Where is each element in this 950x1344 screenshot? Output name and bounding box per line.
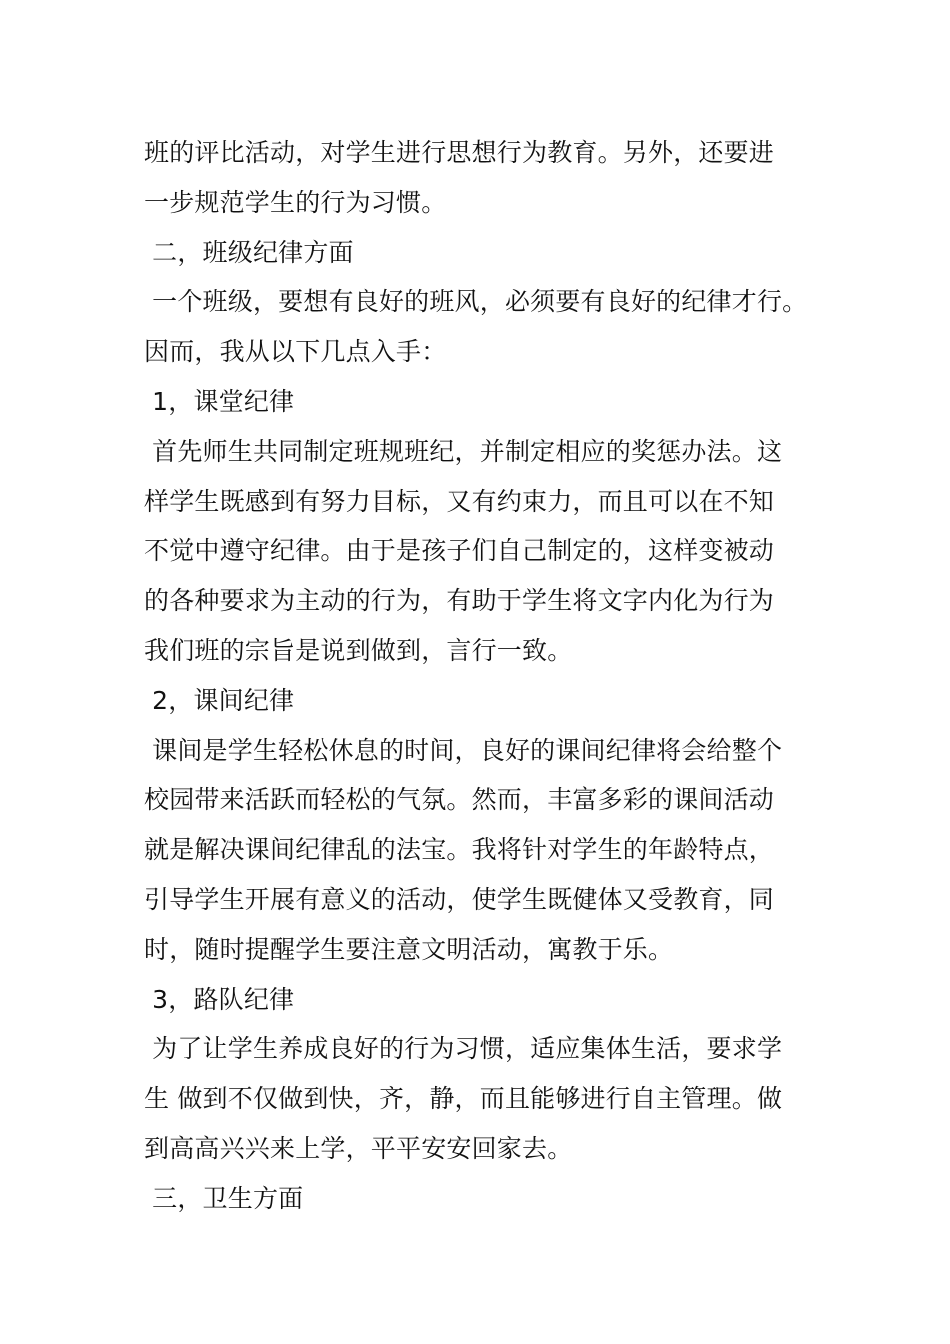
text-line: 样学生既感到有努力目标，又有约束力，而且可以在不知 <box>144 486 775 516</box>
subsection-heading: 2，课间纪律 <box>144 685 295 715</box>
subsection-heading: 1，课堂纪律 <box>144 386 295 416</box>
text-line: 生 做到不仅做到快，齐，静，而且能够进行自主管理。做 <box>144 1084 783 1114</box>
section-heading: 三，卫生方面 <box>144 1183 304 1213</box>
text-line: 课间是学生轻松休息的时间，良好的课间纪律将会给整个 <box>144 735 783 765</box>
text-line: 的各种要求为主动的行为，有助于学生将文字内化为行为 <box>144 586 775 616</box>
text-line: 不觉中遵守纪律。由于是孩子们自己制定的，这样变被动 <box>144 536 775 566</box>
text-line: 我们班的宗旨是说到做到，言行一致。 <box>144 635 573 665</box>
text-line: 为了让学生养成良好的行为习惯，适应集体生活，要求学 <box>144 1034 783 1064</box>
text-line: 时，随时提醒学生要注意文明活动，寓教于乐。 <box>144 934 674 964</box>
text-line: 就是解决课间纪律乱的法宝。我将针对学生的年龄特点， <box>144 835 775 865</box>
text-line: 引导学生开展有意义的活动，使学生既健体又受教育，同 <box>144 884 775 914</box>
section-heading: 二，班级纪律方面 <box>144 237 354 267</box>
text-line: 校园带来活跃而轻松的气氛。然而，丰富多彩的课间活动 <box>144 785 775 815</box>
text-line: 班的评比活动，对学生进行思想行为教育。另外，还要进 <box>144 138 775 167</box>
text-line: 到高高兴兴来上学，平平安安回家去。 <box>144 1133 573 1163</box>
text-line: 一步规范学生的行为习惯。 <box>144 187 447 217</box>
subsection-heading: 3，路队纪律 <box>144 984 295 1014</box>
text-line: 因而，我从以下几点入手： <box>144 337 447 367</box>
text-line: 一个班级，要想有良好的班风，必须要有良好的纪律才行。 <box>144 287 808 317</box>
document-body <box>144 128 834 1224</box>
text-line: 首先师生共同制定班规班纪，并制定相应的奖惩办法。这 <box>144 436 783 466</box>
